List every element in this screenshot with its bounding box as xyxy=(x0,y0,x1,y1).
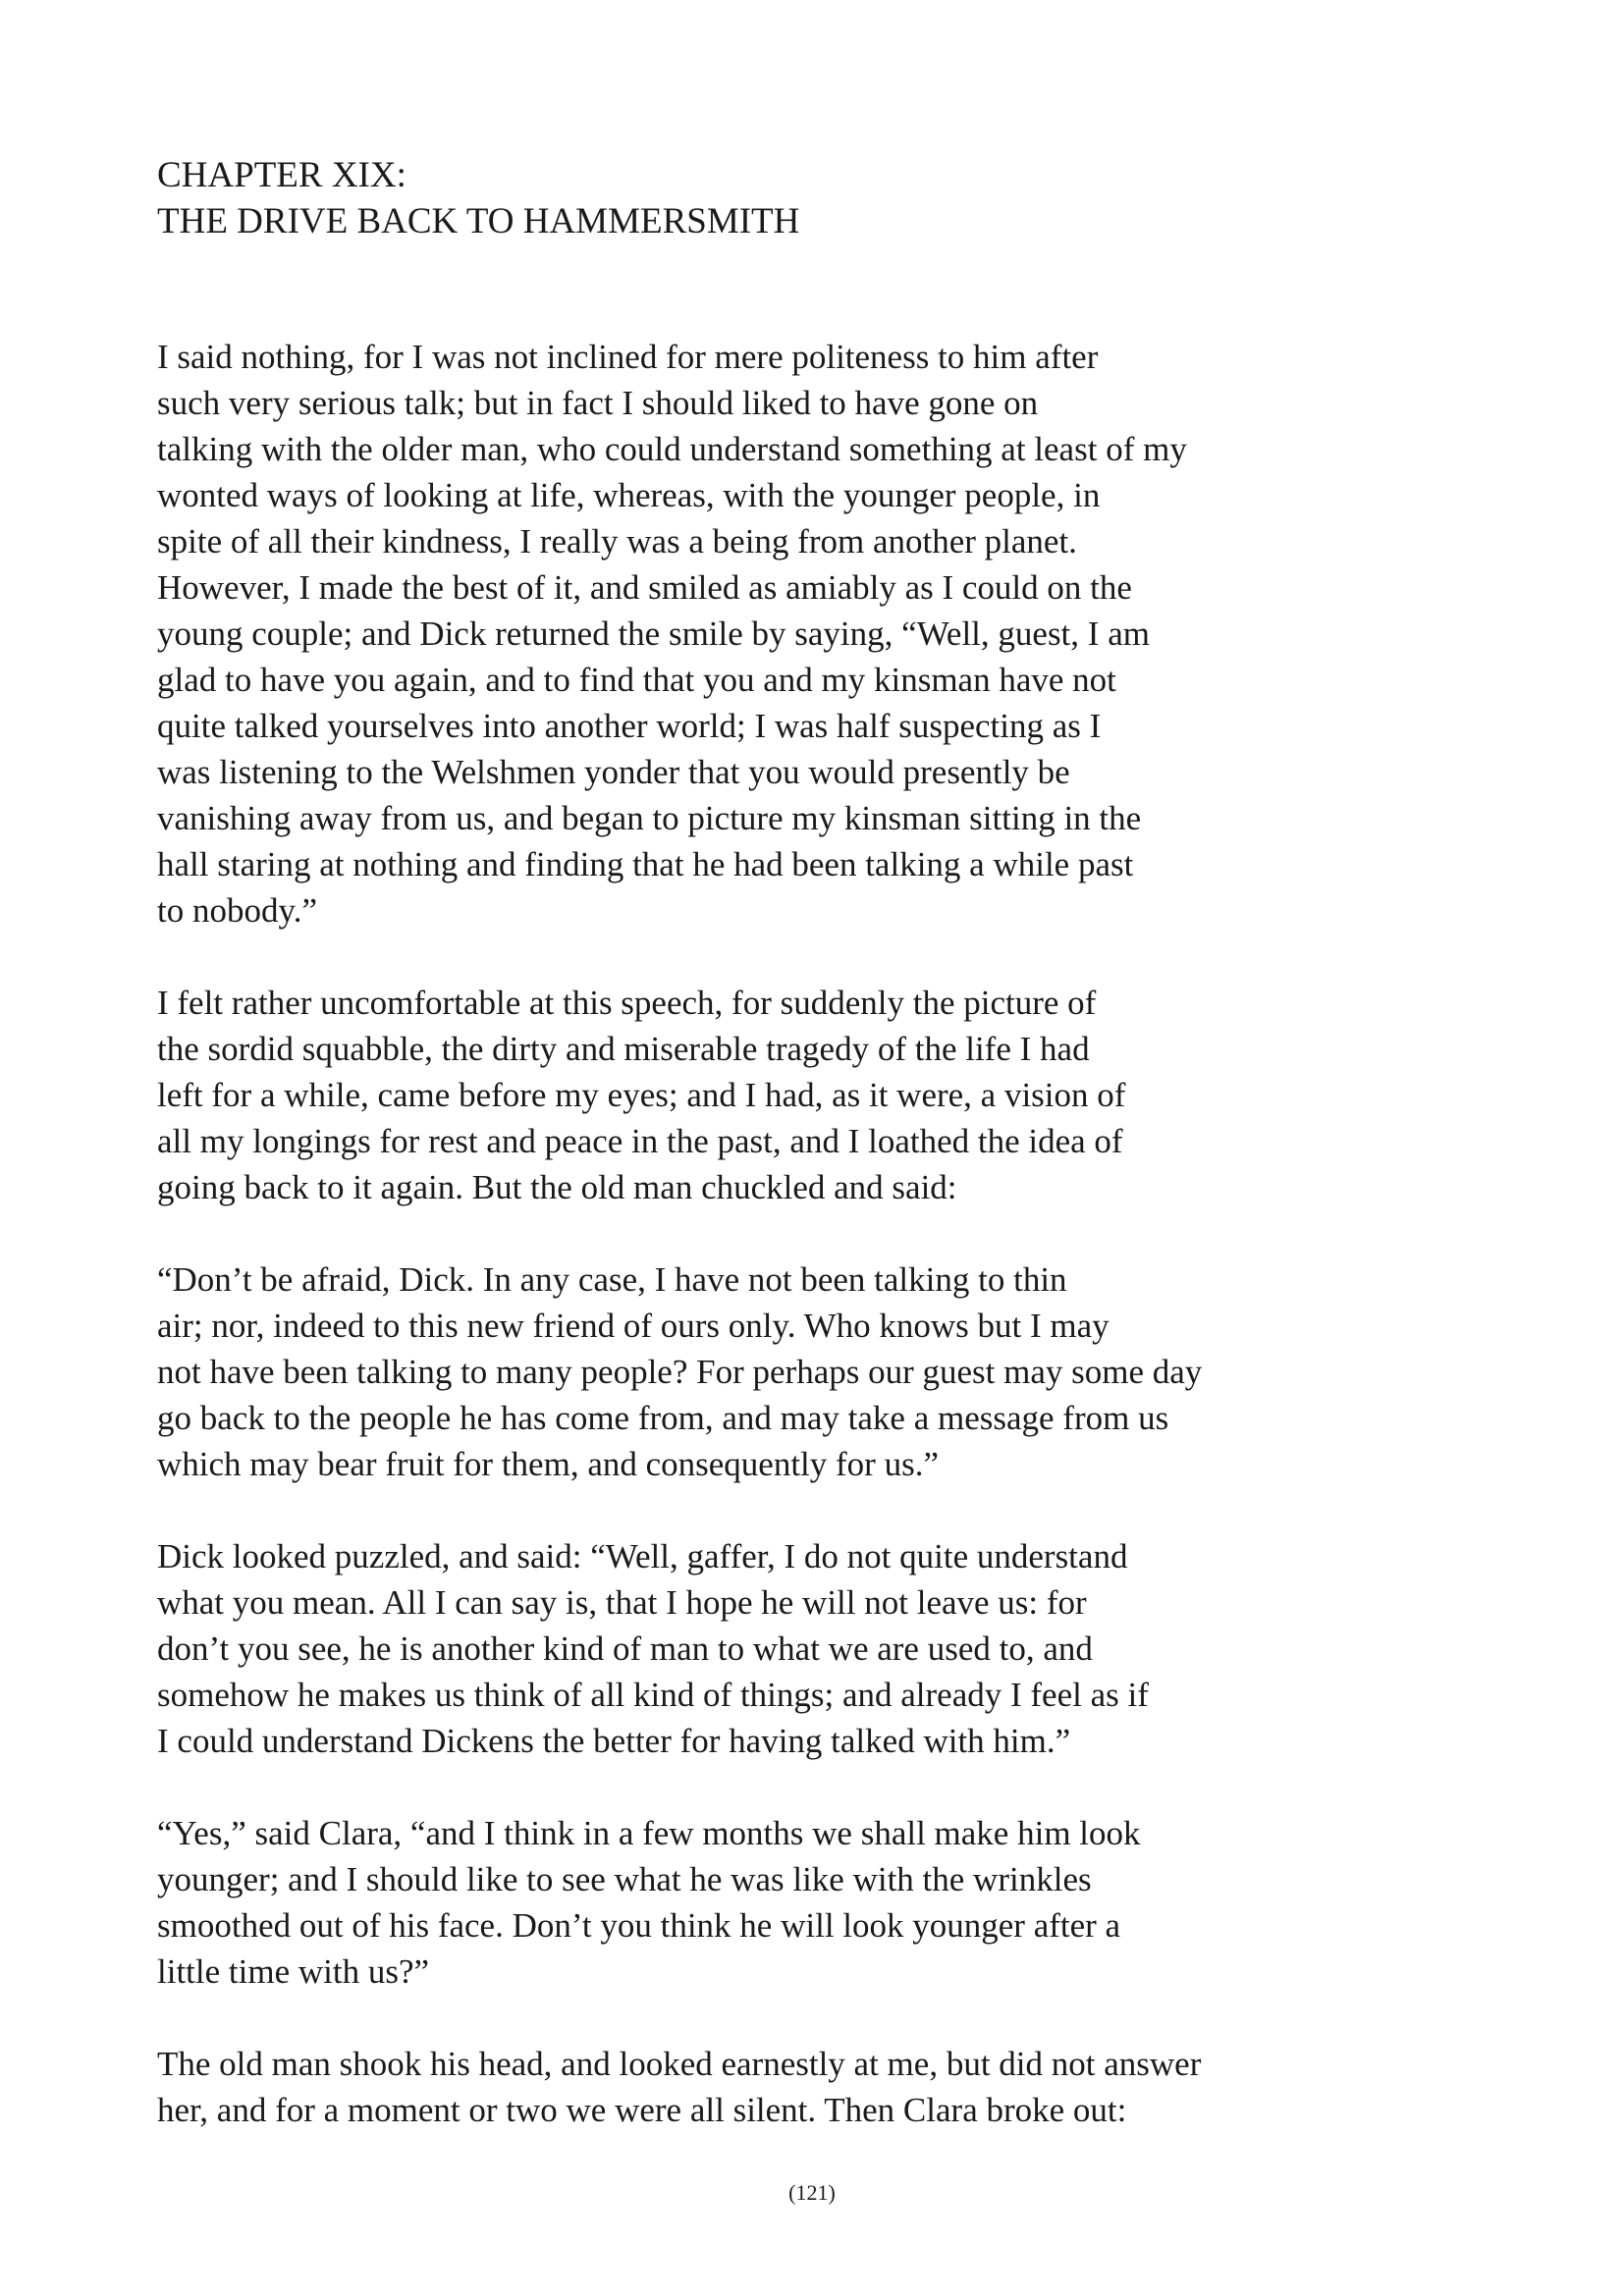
text-line: left for a while, came before my eyes; and I had, as it were, a vision of xyxy=(157,1076,1126,1114)
text-line: I felt rather uncomfortable at this speech, for suddenly the picture of xyxy=(157,984,1097,1022)
text-line: going back to it again. But the old man chuckled and said: xyxy=(157,1168,957,1206)
paragraph-6 xyxy=(157,2041,1375,2133)
chapter-body xyxy=(157,334,1375,2179)
text-line: spite of all their kindness, I really was a being from another planet. xyxy=(157,522,1077,561)
paragraph-3 xyxy=(157,1256,1375,1487)
text-line: I said nothing, for I was not inclined for mere politeness to him after xyxy=(157,338,1099,376)
text-line: young couple; and Dick returned the smile by saying, “Well, guest, I am xyxy=(157,614,1150,653)
text-line: vanishing away from us, and began to picture my kinsman sitting in the xyxy=(157,799,1142,837)
text-line: I could understand Dickens the better for having talked with him.” xyxy=(157,1722,1071,1760)
text-line: not have been talking to many people? For perhaps our guest may some day xyxy=(157,1353,1203,1391)
text-line: glad to have you again, and to find that you and my kinsman have not xyxy=(157,661,1116,699)
paragraph-1 xyxy=(157,334,1375,934)
paragraph-2 xyxy=(157,980,1375,1210)
text-line: was listening to the Welshmen yonder that you would presently be xyxy=(157,753,1070,791)
chapter-title: THE DRIVE BACK TO HAMMERSMITH xyxy=(157,201,800,241)
text-line: to nobody.” xyxy=(157,891,317,930)
text-line: However, I made the best of it, and smiled as amiably as I could on the xyxy=(157,568,1132,607)
text-line: which may bear fruit for them, and consequently for us.” xyxy=(157,1445,939,1483)
text-line: hall staring at nothing and finding that he had been talking a while past xyxy=(157,845,1134,883)
text-line: don’t you see, he is another kind of man to what we are used to, and xyxy=(157,1629,1093,1668)
text-line: the sordid squabble, the dirty and miserable tragedy of the life I had xyxy=(157,1030,1090,1068)
text-line: Dick looked puzzled, and said: “Well, gaffer, I do not quite understand xyxy=(157,1537,1128,1575)
text-line: talking with the older man, who could understand something at least of my xyxy=(157,430,1187,468)
text-line: The old man shook his head, and looked earnestly at me, but did not answer xyxy=(157,2045,1202,2083)
paragraph-4 xyxy=(157,1533,1375,1764)
chapter-heading xyxy=(157,152,799,244)
text-line: wonted ways of looking at life, whereas, with the younger people, in xyxy=(157,476,1101,514)
text-line: her, and for a moment or two we were all silent. Then Clara broke out: xyxy=(157,2091,1127,2129)
paragraph-5 xyxy=(157,1810,1375,1995)
chapter-number: CHAPTER XIX: xyxy=(157,155,406,195)
text-line: such very serious talk; but in fact I should liked to have gone on xyxy=(157,384,1039,422)
text-line: somehow he makes us think of all kind of things; and already I feel as if xyxy=(157,1676,1149,1714)
text-line: younger; and I should like to see what he was like with the wrinkles xyxy=(157,1860,1092,1898)
text-line: little time with us?” xyxy=(157,1952,430,1991)
text-line: what you mean. All I can say is, that I hope he will not leave us: for xyxy=(157,1583,1087,1622)
text-line: quite talked yourselves into another world; I was half suspecting as I xyxy=(157,707,1102,745)
text-line: “Don’t be afraid, Dick. In any case, I have not been talking to thin xyxy=(157,1260,1067,1299)
text-line: air; nor, indeed to this new friend of ours only. Who knows but I may xyxy=(157,1307,1110,1345)
text-line: smoothed out of his face. Don’t you think he will look younger after a xyxy=(157,1906,1121,1945)
text-line: all my longings for rest and peace in the past, and I loathed the idea of xyxy=(157,1122,1123,1160)
text-line: “Yes,” said Clara, “and I think in a few months we shall make him look xyxy=(157,1814,1141,1852)
page-number: (121) xyxy=(788,2180,836,2205)
text-line: go back to the people he has come from, and may take a message from us xyxy=(157,1399,1169,1437)
